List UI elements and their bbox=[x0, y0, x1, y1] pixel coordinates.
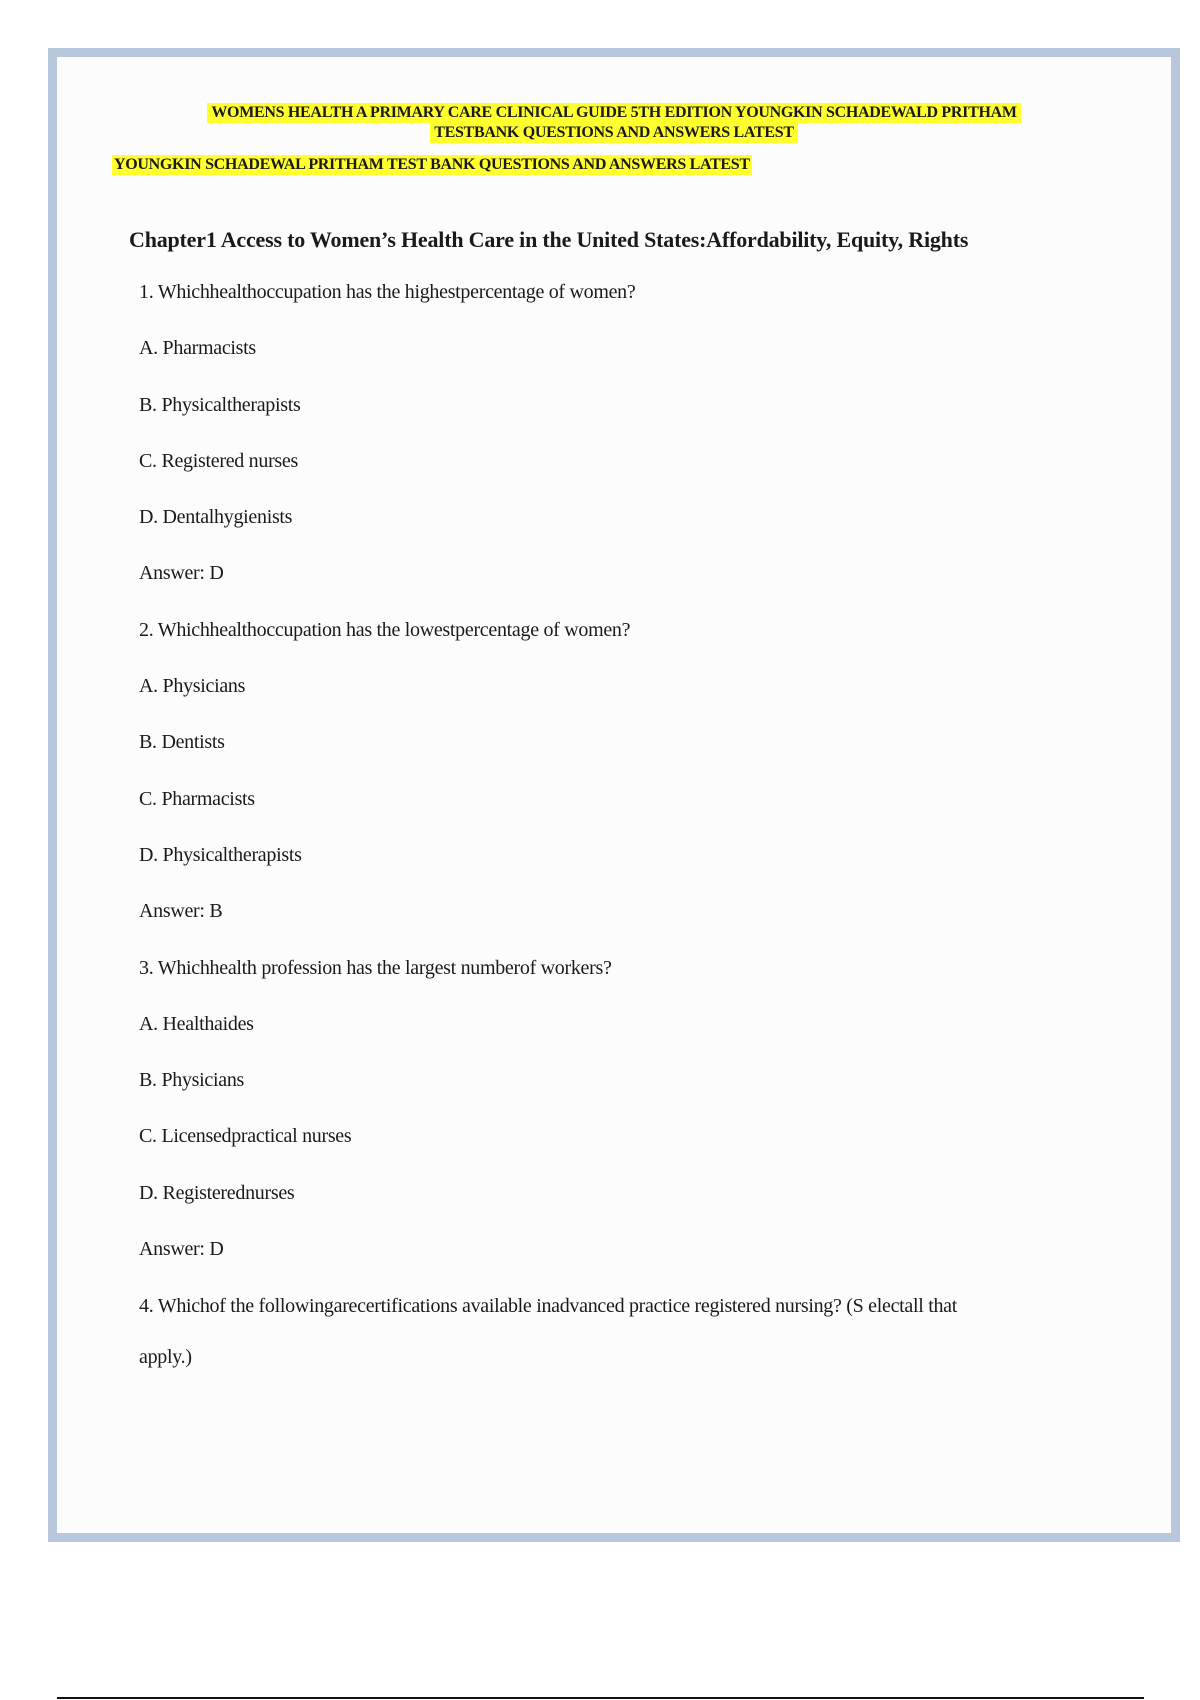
question-text: 4. Whichof the followingarecertifications available inadvanced practice registered nursing? (S electall that bbox=[139, 1295, 957, 1318]
question-list bbox=[139, 279, 1099, 1369]
answer-key: Answer: B bbox=[139, 900, 223, 923]
answer-option: C. Registered nurses bbox=[139, 449, 298, 472]
chapter-title: Chapter1 Access to Women’s Health Care in the United States:Affordability, Equity, Rights bbox=[129, 227, 969, 252]
answer-option: A. Physicians bbox=[139, 675, 246, 698]
header-line-2: TESTBANK QUESTIONS AND ANSWERS LATEST bbox=[430, 123, 797, 143]
header-line-3: YOUNGKIN SCHADEWAL PRITHAM TEST BANK QUESTIONS AND ANSWERS LATEST bbox=[114, 156, 750, 173]
question-text: 3. Whichhealth profession has the largest numberof workers? bbox=[139, 956, 612, 979]
question-text: 1. Whichhealthoccupation has the highestpercentage of women? bbox=[139, 281, 636, 303]
answer-option: B. Physicaltherapists bbox=[139, 393, 301, 416]
answer-option: C. Licensedpractical nurses bbox=[139, 1125, 352, 1148]
question-continuation: apply.) bbox=[139, 1346, 192, 1369]
question-text: 2. Whichhealthoccupation has the lowestpercentage of women? bbox=[139, 618, 631, 641]
answer-option: B. Dentists bbox=[139, 731, 225, 754]
answer-key: Answer: D bbox=[139, 1238, 224, 1261]
page-frame bbox=[48, 48, 1180, 1542]
answer-option: B. Physicians bbox=[139, 1069, 244, 1092]
answer-option: D. Dentalhygienists bbox=[139, 506, 293, 529]
document-header bbox=[57, 103, 1171, 143]
answer-key: Answer: D bbox=[139, 562, 224, 585]
answer-option: D. Physicaltherapists bbox=[139, 843, 302, 866]
answer-option: C. Pharmacists bbox=[139, 787, 255, 810]
footer-rule bbox=[57, 1697, 1144, 1699]
answer-option: A. Pharmacists bbox=[139, 337, 256, 360]
answer-option: A. Healthaides bbox=[139, 1012, 254, 1035]
header-line-1: WOMENS HEALTH A PRIMARY CARE CLINICAL GUIDE 5TH EDITION YOUNGKIN SCHADEWALD PRITHAM bbox=[207, 103, 1020, 123]
answer-option: D. Registerednurses bbox=[139, 1181, 295, 1204]
